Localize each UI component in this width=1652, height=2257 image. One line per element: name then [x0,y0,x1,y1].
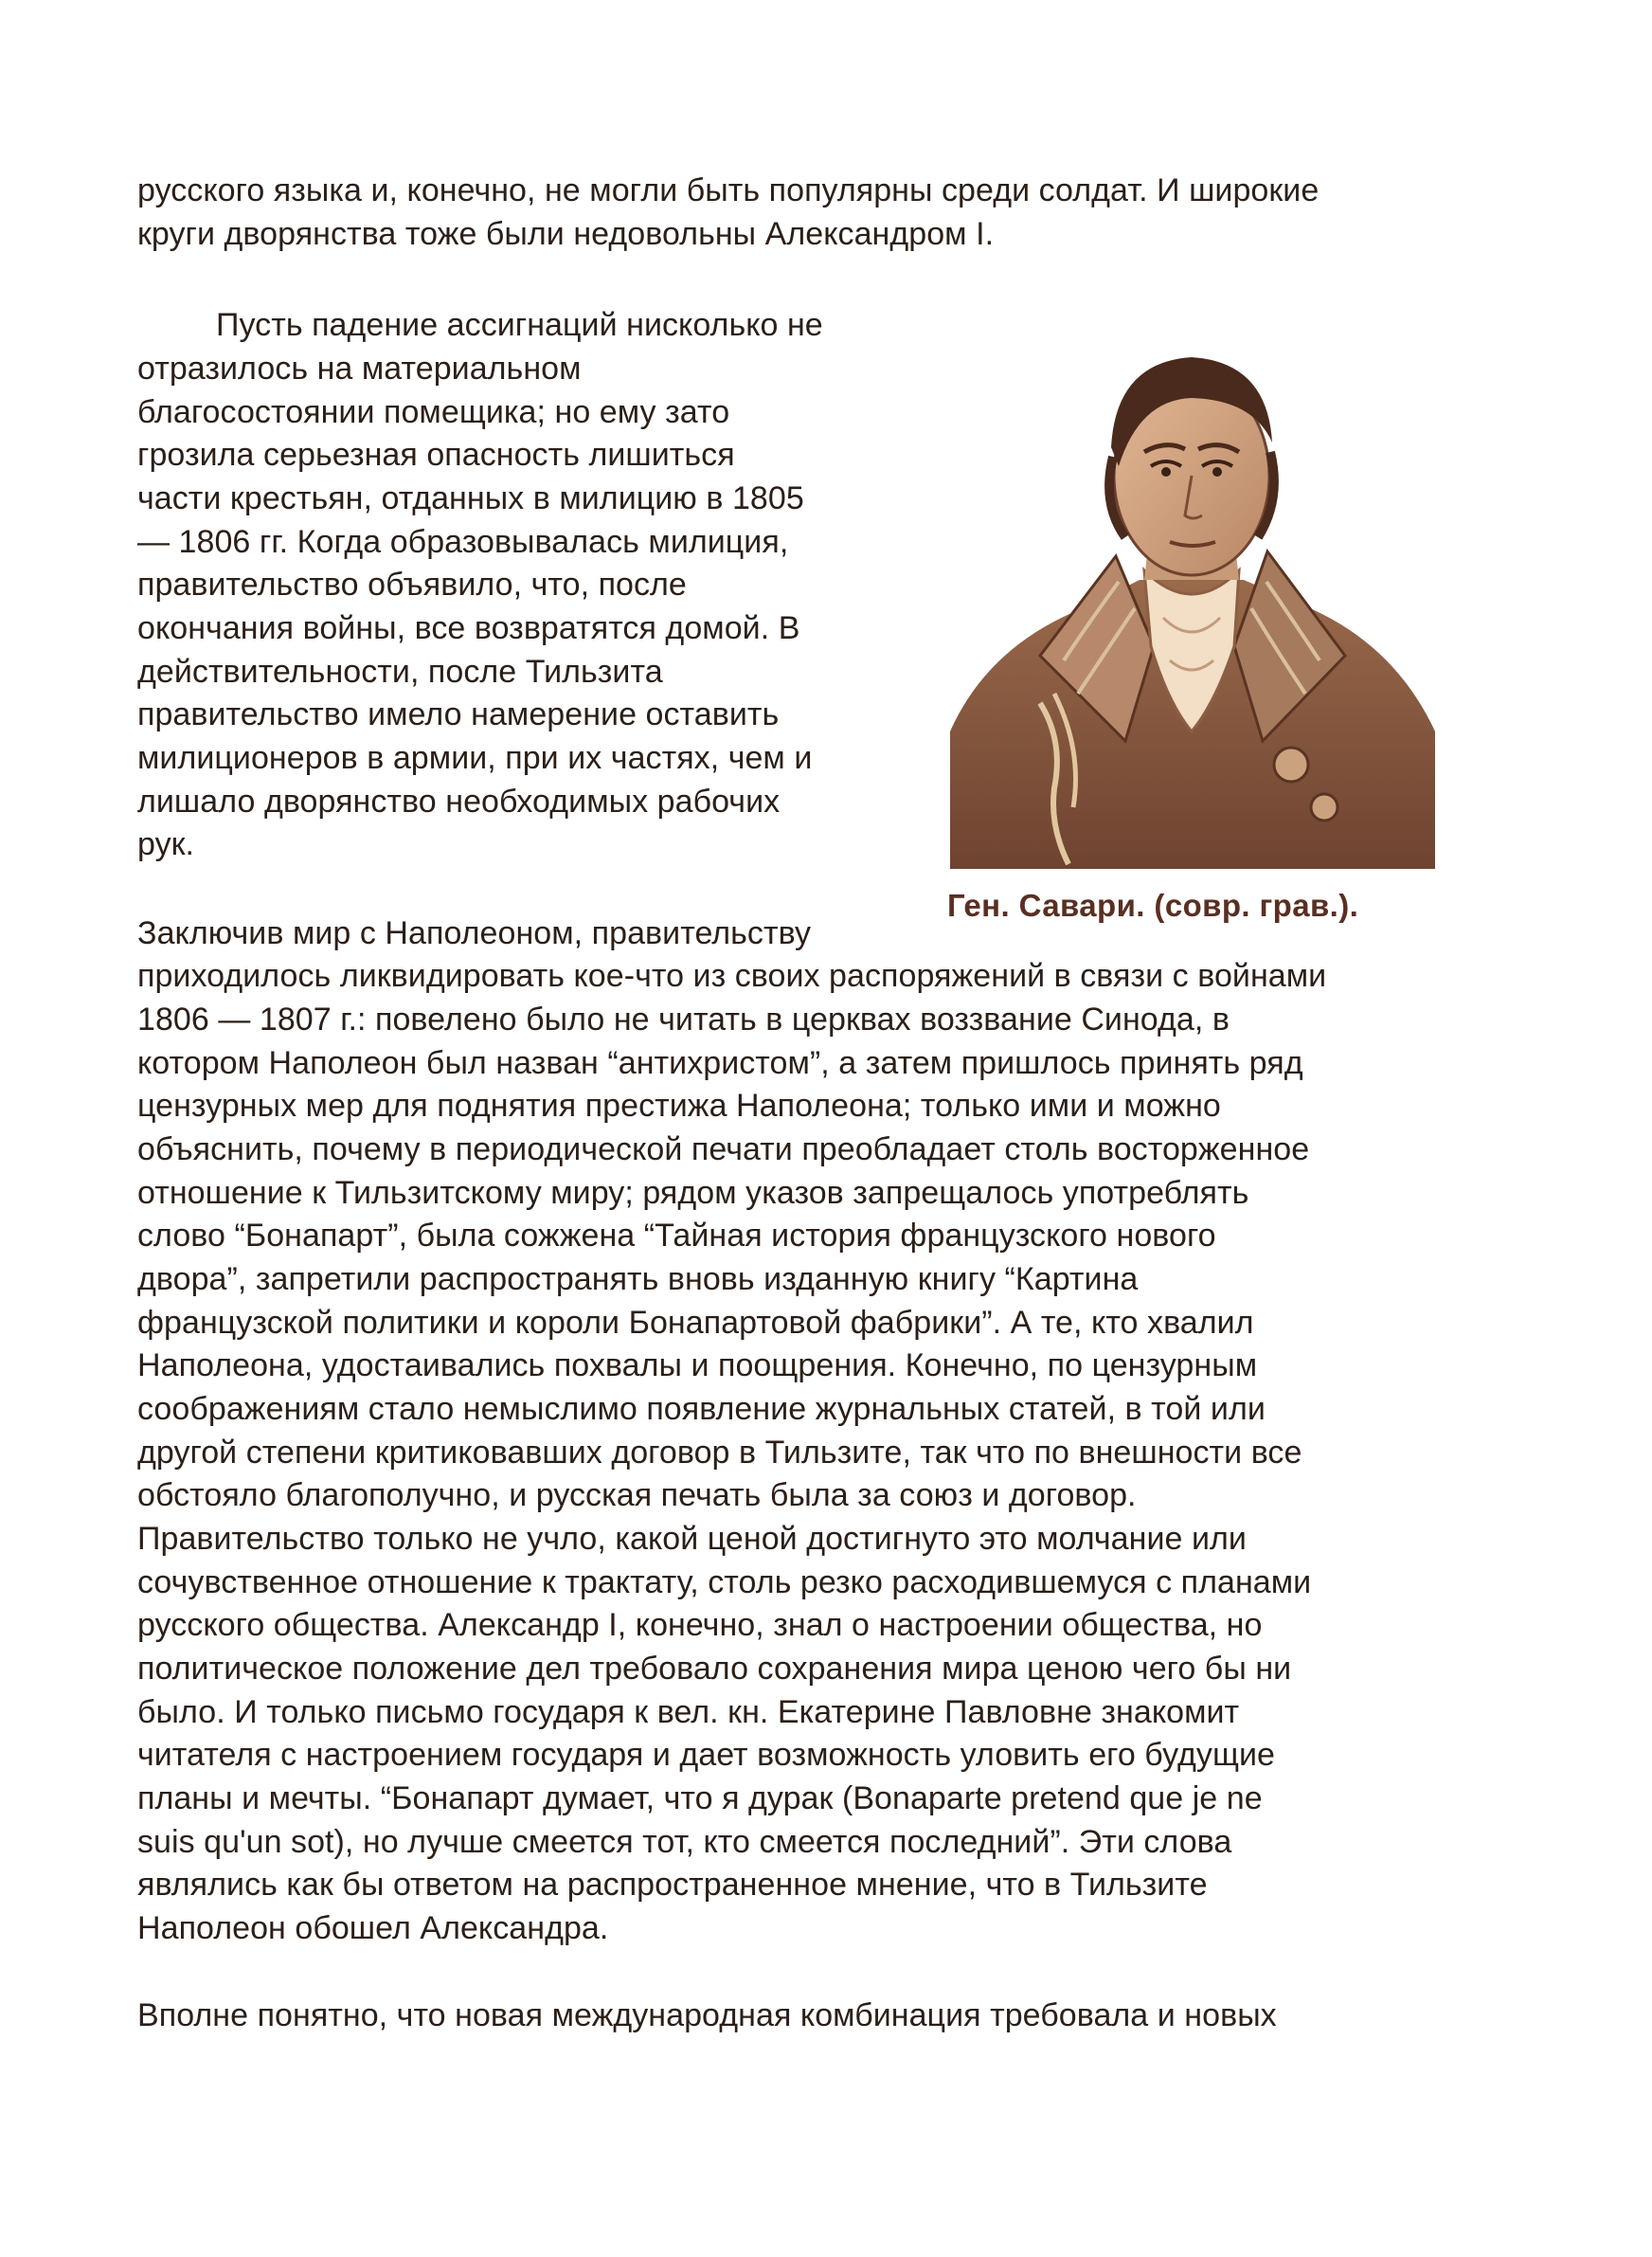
engraved-portrait-image [950,334,1435,869]
text-line: объяснить, почему в периодической печати преобладает столь восторженное [137,1131,1310,1167]
text-line: правительство объявило, что, после [137,567,687,603]
text-line: французской политики и короли Бонапартовой фабрики”. А те, кто хвалил [137,1305,1254,1341]
text-line: правительство имело намерение оставить [137,696,780,732]
figure-caption: Ген. Савари. (совр. грав.). [947,888,1359,923]
text-line: русского языка и, конечно, не могли быть популярны среди солдат. И широкие [137,172,1320,208]
text-line: политическое положение дел требовало сохранения мира ценою чего бы ни [137,1651,1292,1687]
text-line: сочувственное отношение к трактату, столь резко расходившемуся с планами [137,1564,1312,1600]
text-line: Вполне понятно, что новая международная комбинация требовала и новых [137,1997,1277,2033]
text-line: отношение к Тильзитскому миру; рядом указов запрещалось употреблять [137,1175,1249,1211]
text-line: 1806 — 1807 г.: повелено было не читать в церквах воззвание Синода, в [137,1002,1230,1038]
text-line: планы и мечты. “Бонапарт думает, что я дурак (Bonaparte pretend que je ne [137,1780,1263,1816]
text-line: русского общества. Александр I, конечно, знал о настроении общества, но [137,1607,1263,1643]
text-line: Наполеона, удостаивались похвалы и поощрения. Конечно, по цензурным [137,1347,1258,1383]
text-line: отразилось на материальном [137,351,582,387]
text-line: рук. [137,826,195,862]
text-line: слово “Бонапарт”, была сожжена “Тайная история французского нового [137,1218,1216,1254]
text-line: Правительство только не учло, какой ценой достигнуто это молчание или [137,1521,1247,1557]
text-line: обстояло благополучно, и русская печать была за союз и договор. [137,1477,1137,1513]
text-line: милиционеров в армии, при их частях, чем и [137,740,813,776]
text-line: благосостоянии помещика; но ему зато [137,394,730,430]
text-line: действительности, после Тильзита [137,654,663,690]
text-line: — 1806 гг. Когда образовывалась милиция, [137,524,789,560]
text-line: круги дворянства тоже были недовольны Александром I. [137,216,995,252]
text-line: читателя с настроением государя и дает возможность уловить его будущие [137,1737,1275,1773]
text-line: части крестьян, отданных в милицию в 1805 [137,480,804,516]
text-line: suis qu'un sot), но лучше смеется тот, кто смеется последний”. Эти слова [137,1824,1232,1860]
text-line: Заключив мир с Наполеоном, правительству [137,915,812,951]
text-line: Наполеон обошел Александра. [137,1910,609,1946]
text-line: Пусть падение ассигнаций нисколько не [216,307,823,343]
text-line: грозила серьезная опасность лишиться [137,437,735,473]
text-line: являлись как бы ответом на распространенное мнение, что в Тильзите [137,1867,1208,1903]
text-line: цензурных мер для поднятия престижа Наполеона; только ими и можно [137,1088,1221,1124]
text-line: двора”, запретили распространять вновь изданную книгу “Картина [137,1261,1139,1297]
text-line: было. И только письмо государя к вел. кн. Екатерине Павловне знакомит [137,1694,1240,1730]
text-line: приходилось ликвидировать кое-что из своих распоряжений в связи с войнами [137,958,1327,994]
text-line: окончания войны, все возвратятся домой. В [137,610,800,646]
text-line: лишало дворянство необходимых рабочих [137,784,781,820]
text-line: другой степени критиковавших договор в Тильзите, так что по внешности все [137,1435,1302,1471]
text-line: соображениям стало немыслимо появление журнальных статей, в той или [137,1391,1266,1427]
text-line: котором Наполеон был назван “антихристом”, а затем пришлось принять ряд [137,1045,1303,1081]
